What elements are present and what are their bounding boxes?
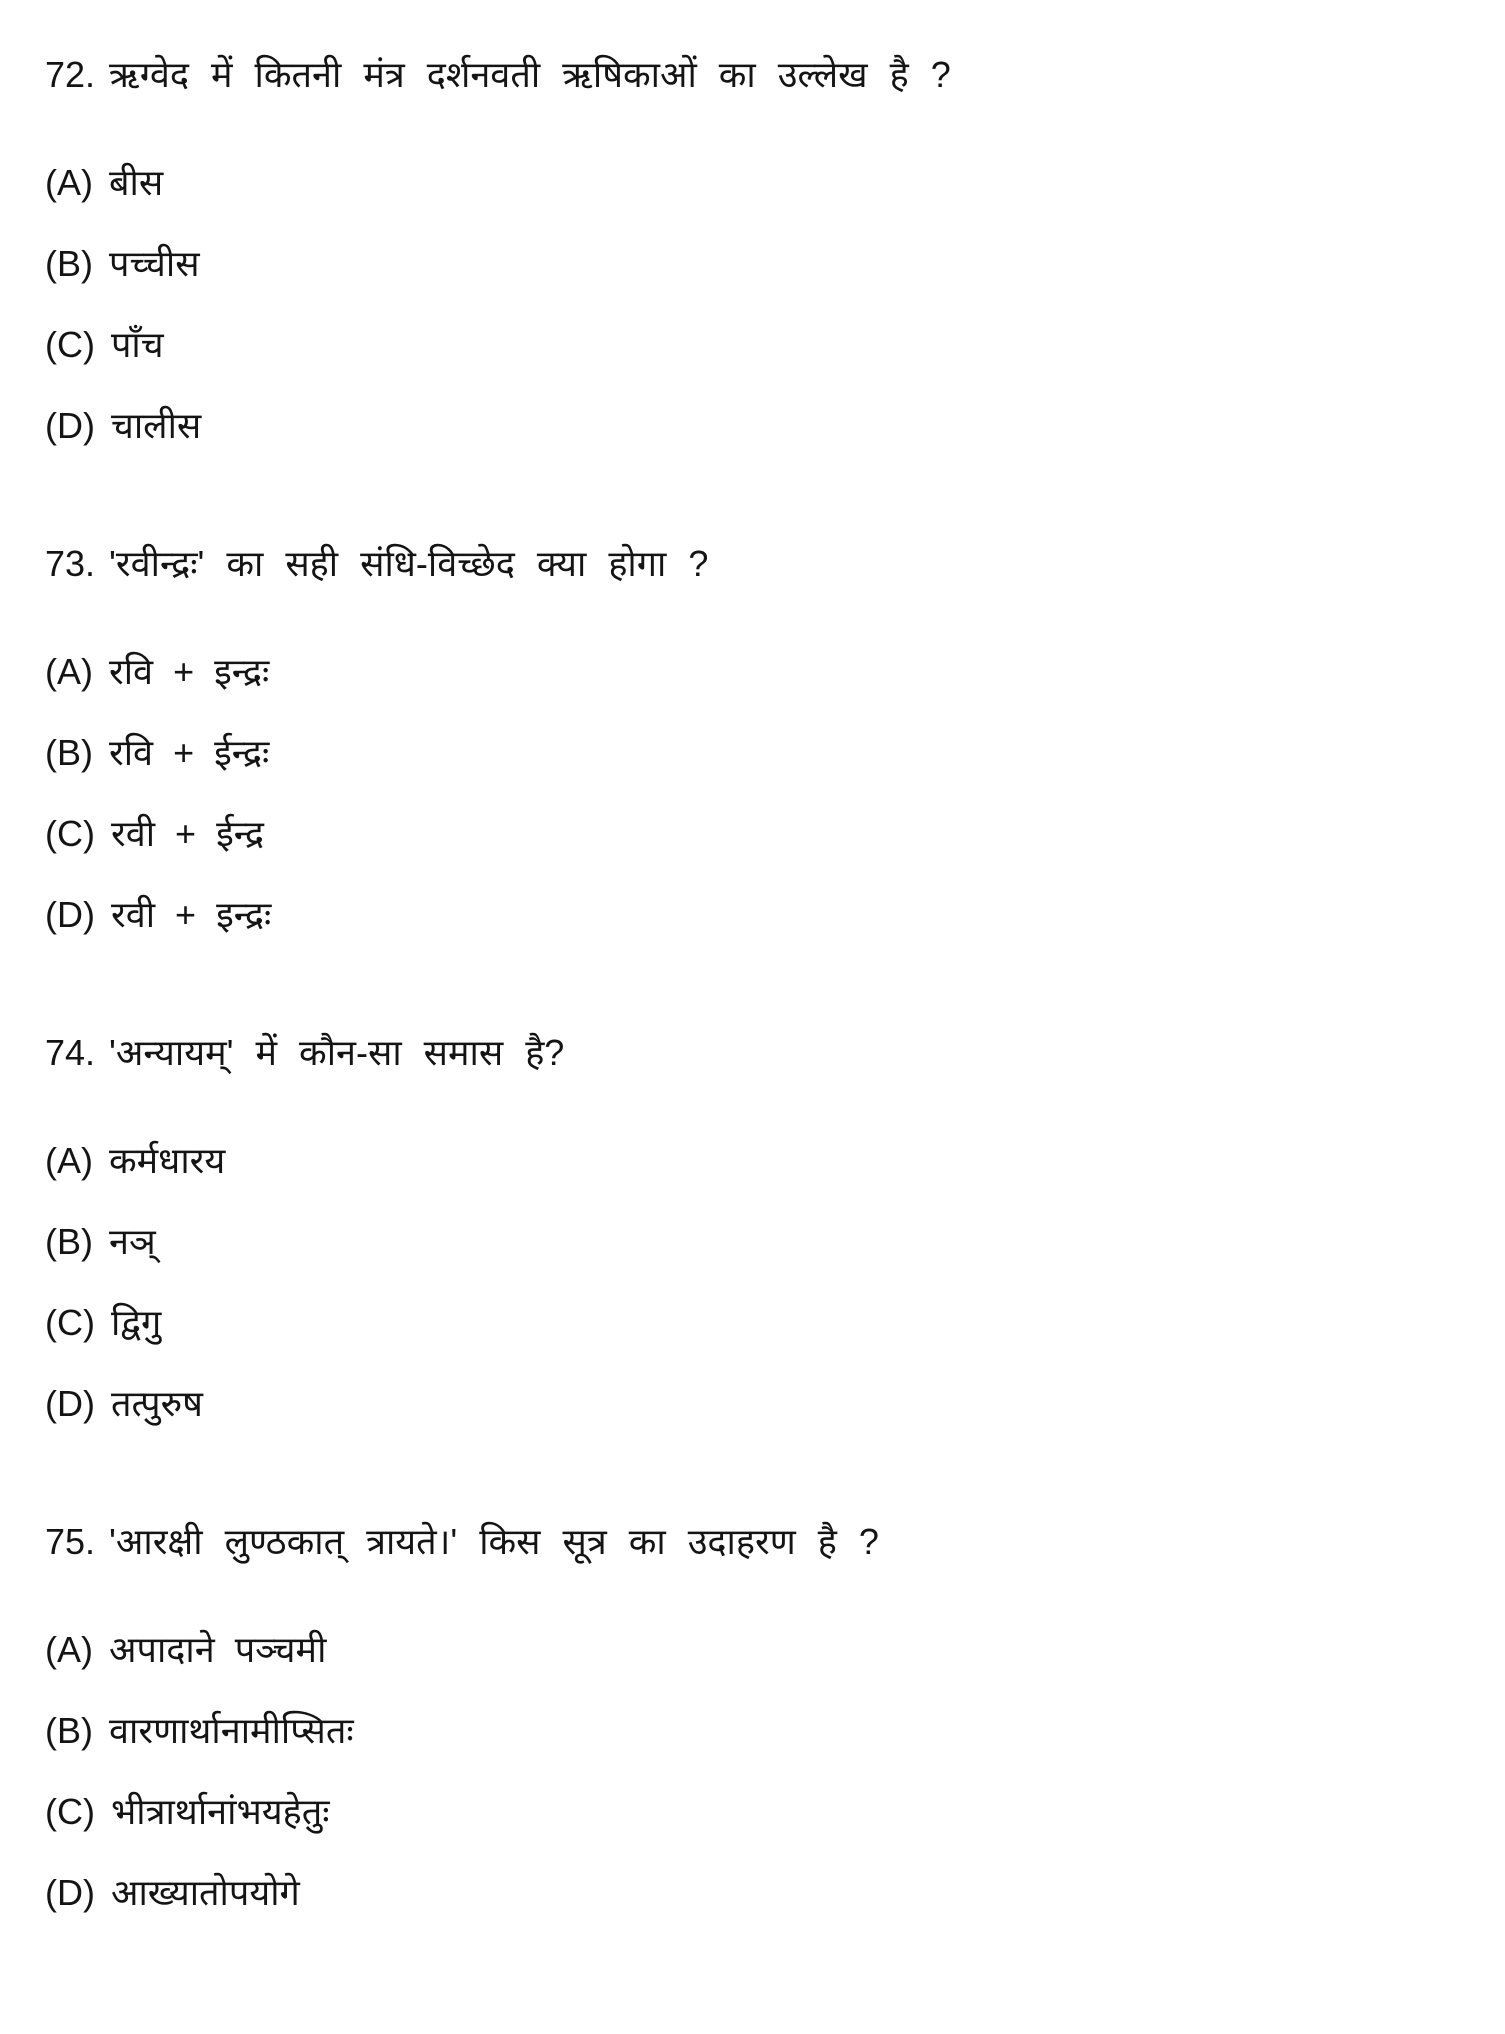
option-d: [45, 1868, 1465, 1918]
question-75: [45, 1517, 1465, 1918]
option-label: (B): [45, 732, 93, 773]
option-b: [45, 1706, 1465, 1756]
option-text: बीस: [109, 162, 164, 203]
options-list: [45, 1136, 1465, 1429]
option-label: (D): [45, 405, 95, 446]
options-list: [45, 158, 1465, 451]
option-d: [45, 1379, 1465, 1429]
question-body: 'रवीन्द्रः' का सही संधि-विच्छेद क्या होगा ?: [109, 543, 709, 584]
option-b: [45, 1217, 1465, 1267]
option-label: (B): [45, 243, 93, 284]
option-c: [45, 1298, 1465, 1348]
option-label: (C): [45, 813, 95, 854]
option-a: [45, 647, 1465, 697]
option-d: [45, 401, 1465, 451]
option-text: वारणार्थानामीप्सितः: [109, 1710, 354, 1751]
option-text: चालीस: [110, 405, 202, 446]
option-label: (B): [45, 1710, 93, 1751]
option-text: आख्यातोपयोगे: [110, 1872, 300, 1913]
option-label: (C): [45, 1791, 95, 1832]
option-text: पच्चीस: [109, 243, 200, 284]
question-text: [45, 1028, 1465, 1078]
question-text: [45, 50, 1465, 100]
question-text: [45, 539, 1465, 589]
option-text: नञ्: [109, 1221, 156, 1262]
option-text: रवि + इन्द्रः: [109, 651, 270, 692]
option-label: (A): [45, 1629, 93, 1670]
option-text: द्विगु: [110, 1302, 162, 1343]
option-label: (B): [45, 1221, 93, 1262]
option-text: रवी + ईन्द्र: [110, 813, 264, 854]
option-label: (C): [45, 324, 95, 365]
options-list: [45, 1625, 1465, 1918]
option-label: (D): [45, 1872, 95, 1913]
option-text: रवी + इन्द्रः: [110, 894, 272, 935]
option-label: (D): [45, 894, 95, 935]
question-body: ऋग्वेद में कितनी मंत्र दर्शनवती ऋषिकाओं का उल्लेख है ?: [109, 54, 951, 95]
question-73: [45, 539, 1465, 940]
option-label: (A): [45, 1140, 93, 1181]
option-c: [45, 1787, 1465, 1837]
question-number: 73.: [45, 543, 96, 584]
option-a: [45, 1136, 1465, 1186]
option-label: (C): [45, 1302, 95, 1343]
option-label: (D): [45, 1383, 95, 1424]
question-text: [45, 1517, 1465, 1567]
option-text: रवि + ईन्द्रः: [109, 732, 270, 773]
option-c: [45, 320, 1465, 370]
option-text: तत्पुरुष: [110, 1383, 203, 1424]
option-text: भीत्रार्थानांभयहेतुः: [110, 1791, 330, 1832]
option-text: कर्मधारय: [109, 1140, 226, 1181]
option-label: (A): [45, 162, 93, 203]
option-a: [45, 1625, 1465, 1675]
option-d: [45, 890, 1465, 940]
option-label: (A): [45, 651, 93, 692]
question-number: 74.: [45, 1032, 96, 1073]
option-text: अपादाने पञ्चमी: [109, 1629, 327, 1670]
option-a: [45, 158, 1465, 208]
question-body: 'अन्यायम्' में कौन-सा समास है?: [109, 1032, 565, 1073]
question-body: 'आरक्षी लुण्ठकात् त्रायते।' किस सूत्र का उदाहरण है ?: [109, 1521, 879, 1562]
question-74: [45, 1028, 1465, 1429]
option-b: [45, 728, 1465, 778]
options-list: [45, 647, 1465, 940]
question-number: 75.: [45, 1521, 96, 1562]
option-c: [45, 809, 1465, 859]
option-b: [45, 239, 1465, 289]
question-number: 72.: [45, 54, 96, 95]
option-text: पाँच: [110, 324, 164, 365]
question-72: [45, 50, 1465, 451]
